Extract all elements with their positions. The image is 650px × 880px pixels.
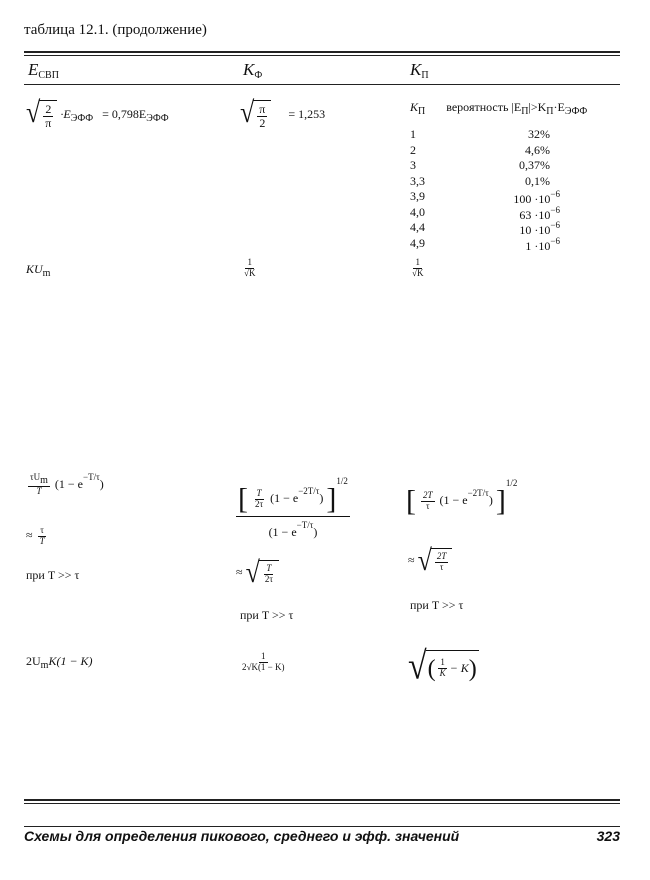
row4-col2: $\frac{1}{2√K(1 - K)}$: [242, 651, 285, 672]
top-rule-thick: [24, 51, 620, 53]
header-kp-main: K: [410, 60, 422, 79]
row2-col2: $\frac{1}{√K}$: [244, 257, 256, 278]
prob-row-probability: [525, 236, 560, 254]
header-k-p: [410, 60, 429, 81]
prob-row-k: 3: [410, 158, 416, 172]
table-caption: таблица 12.1. (продолжение): [24, 22, 207, 38]
header-kf-sub: Ф: [254, 70, 263, 81]
bottom-rule-thick: [24, 799, 620, 801]
row3-col1-condition: при T >> τ: [26, 568, 80, 582]
prob-value: 100 ·10: [513, 192, 551, 206]
prob-exponent: −6: [550, 204, 560, 215]
sqrt-2-over-pi: √ $\frac{2}{\pi}$: [26, 100, 57, 130]
header-kf-main: K: [243, 60, 255, 79]
prob-row-probability: [528, 127, 560, 142]
row3-col1-formula: $\frac{\text{τUm}}{T}$ $(1 - e^{-T/\tau})$: [30, 472, 104, 497]
prob-value: 63 ·10: [519, 207, 551, 222]
row3-col1-approx: ≈ $\frac{\tau}{T}$: [26, 525, 45, 546]
prob-table-header: $K_П$ вероятность $|E_П|>K_П\cdot E_{ЭФФ}$: [410, 100, 588, 117]
prob-row-k: 3,9: [410, 189, 425, 203]
row2-col1: $KU_m$: [26, 262, 51, 279]
prob-row-k: 1: [410, 127, 416, 141]
footer-rule: [24, 826, 620, 827]
row3-col3-formula: [ $\frac{2T}{\tau}$ $(1 - e^{-2T/\tau})$ ]$^{1/2}$: [406, 478, 518, 518]
top-rule-thin: [24, 55, 620, 56]
prob-row-k: 3,3: [410, 173, 425, 188]
prob-row-k: 4,4: [410, 220, 425, 234]
prob-value: 4,6%: [525, 142, 550, 157]
prob-exponent: −6: [550, 220, 560, 230]
row3-col3-approx: ≈ √ $\frac{2T}{\tau}$: [408, 548, 452, 574]
row3-col2-condition: при T >> τ: [240, 608, 294, 622]
prob-row-k: 4,9: [410, 235, 425, 250]
prob-value: 32%: [528, 127, 550, 141]
row2-col3: $\frac{1}{√K}$: [412, 257, 424, 278]
prob-value: 10 ·10: [519, 223, 551, 237]
prob-exponent: −6: [550, 235, 560, 246]
prob-value: 0,1%: [525, 173, 550, 188]
prob-row-probability: [525, 143, 560, 158]
row1-col2-formula: √ $\frac{\pi}{2}$ = 1,253: [240, 95, 326, 131]
row3-col2-approx: ≈ √ $\frac{T}{2\tau}$: [236, 560, 279, 586]
row3-col2-formula: [ $\frac{T}{2\tau}$ $(1 - e^{-2T/\tau})$ ]$^{1/2}$ $(1 - e^{-T/\tau})$: [238, 476, 348, 540]
prob-row-k: 4,0: [410, 204, 425, 219]
row4-col1: $2U_mK(1 - K)$: [26, 654, 93, 671]
row1-col1-formula: √ $\frac{2}{\pi}$ $\cdot E_{ЭФФ} = 0,798E_{ЭФФ}$: [26, 95, 169, 131]
header-kp-sub: П: [421, 70, 429, 81]
prob-row-probability: [525, 174, 560, 189]
prob-value: 1 ·10: [525, 238, 551, 253]
prob-exponent: −6: [550, 189, 560, 199]
prob-row-k: 2: [410, 142, 416, 157]
header-e-sub: СВП: [38, 70, 59, 81]
header-rule: [24, 84, 620, 85]
bottom-rule-thin: [24, 803, 620, 804]
row3-col3-condition: при T >> τ: [410, 598, 464, 612]
row4-col3: √ ( $\frac{1}{K}$ − K ): [408, 645, 477, 688]
prob-row-probability: [519, 158, 560, 173]
header-k-f: [243, 60, 262, 81]
prob-value: 0,37%: [519, 158, 550, 172]
page-number: 323: [596, 828, 620, 844]
running-footer-title: Схемы для определения пикового, среднего и эфф. значений: [24, 828, 460, 844]
header-e-main: E: [28, 60, 39, 79]
header-e-svp: [28, 60, 59, 81]
